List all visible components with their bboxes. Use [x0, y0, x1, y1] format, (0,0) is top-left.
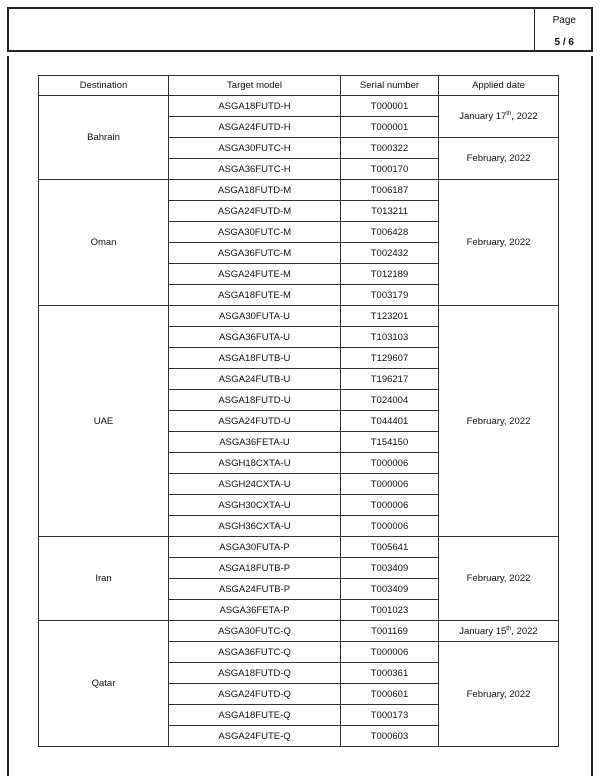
- serial-cell: T123201: [341, 306, 439, 327]
- destination-cell: Oman: [39, 180, 169, 306]
- model-cell: ASGA36FUTC-Q: [169, 642, 341, 663]
- model-cell: ASGA24FUTE-Q: [169, 726, 341, 747]
- model-cell: ASGA30FUTA-U: [169, 306, 341, 327]
- serial-cell: T003409: [341, 558, 439, 579]
- model-cell: ASGA36FUTC-M: [169, 243, 341, 264]
- model-cell: ASGA36FUTA-U: [169, 327, 341, 348]
- serial-cell: T044401: [341, 411, 439, 432]
- serial-cell: T006187: [341, 180, 439, 201]
- page-number-cell: [534, 9, 591, 50]
- date-text: February, 2022: [466, 153, 531, 164]
- model-cell: ASGA36FUTC-H: [169, 159, 341, 180]
- date-ordinal: th: [506, 111, 512, 117]
- model-cell: ASGH18CXTA-U: [169, 453, 341, 474]
- applied-date-cell: [439, 180, 559, 306]
- serial-cell: T012189: [341, 264, 439, 285]
- serial-cell: T000006: [341, 453, 439, 474]
- header-applied-date: Applied date: [439, 76, 559, 96]
- date-text: January 17: [459, 111, 507, 122]
- serial-cell: T000603: [341, 726, 439, 747]
- model-cell: ASGA30FUTC-H: [169, 138, 341, 159]
- model-cell: ASGA30FUTA-P: [169, 537, 341, 558]
- applied-date-cell: [439, 642, 559, 747]
- table-row: [39, 621, 559, 642]
- model-cell: ASGH30CXTA-U: [169, 495, 341, 516]
- destination-cell: Qatar: [39, 621, 169, 747]
- model-cell: ASGA24FUTB-U: [169, 369, 341, 390]
- serial-cell: T001169: [341, 621, 439, 642]
- applied-date-cell: [439, 138, 559, 180]
- table-row: [39, 306, 559, 327]
- serial-cell: T003409: [341, 579, 439, 600]
- serial-cell: T002432: [341, 243, 439, 264]
- serial-cell: T001023: [341, 600, 439, 621]
- serial-cell: T000006: [341, 495, 439, 516]
- model-cell: ASGA18FUTD-U: [169, 390, 341, 411]
- applied-date-cell: [439, 621, 559, 642]
- model-cell: ASGA18FUTB-P: [169, 558, 341, 579]
- date-year: , 2022: [511, 111, 538, 122]
- table-row: [39, 96, 559, 117]
- applied-date-cell: [439, 96, 559, 138]
- model-cell: ASGA18FUTD-M: [169, 180, 341, 201]
- serial-cell: T129607: [341, 348, 439, 369]
- serial-cell: T000001: [341, 96, 439, 117]
- date-text: January 15: [459, 625, 507, 637]
- model-cell: ASGA30FUTC-Q: [169, 621, 341, 642]
- serial-cell: T000170: [341, 159, 439, 180]
- date-year: , 2022: [511, 625, 538, 637]
- serial-cell: T000001: [341, 117, 439, 138]
- header-destination: Destination: [39, 76, 169, 96]
- model-cell: ASGA18FUTB-U: [169, 348, 341, 369]
- page-number: 5 / 6: [554, 37, 574, 48]
- model-cell: ASGA36FETA-U: [169, 432, 341, 453]
- serial-cell: T000322: [341, 138, 439, 159]
- date-text: February, 2022: [466, 688, 531, 700]
- model-cell: ASGA18FUTE-M: [169, 285, 341, 306]
- date-text: February, 2022: [466, 237, 531, 248]
- serial-cell: T154150: [341, 432, 439, 453]
- serial-cell: T000006: [341, 642, 439, 663]
- serial-cell: T003179: [341, 285, 439, 306]
- serial-cell: T000006: [341, 474, 439, 495]
- model-cell: ASGA24FUTD-H: [169, 117, 341, 138]
- model-cell: ASGA24FUTD-Q: [169, 684, 341, 705]
- date-ordinal: th: [506, 625, 512, 632]
- header-target-model: Target model: [169, 76, 341, 96]
- model-cell: ASGA24FUTB-P: [169, 579, 341, 600]
- date-text: February, 2022: [466, 573, 531, 584]
- destination-cell: Iran: [39, 537, 169, 621]
- serial-cell: T013211: [341, 201, 439, 222]
- model-cell: ASGH24CXTA-U: [169, 474, 341, 495]
- serial-cell: T000173: [341, 705, 439, 726]
- model-cell: ASGA24FUTD-M: [169, 201, 341, 222]
- model-cell: ASGA36FETA-P: [169, 600, 341, 621]
- table-body: [39, 96, 559, 747]
- serial-cell: T196217: [341, 369, 439, 390]
- table-row: [39, 180, 559, 201]
- model-cell: ASGA30FUTC-M: [169, 222, 341, 243]
- applied-date-cell: [439, 306, 559, 537]
- serial-cell: T000361: [341, 663, 439, 684]
- table-row: [39, 537, 559, 558]
- serial-cell: T024004: [341, 390, 439, 411]
- serial-cell: T006428: [341, 222, 439, 243]
- model-cell: ASGH36CXTA-U: [169, 516, 341, 537]
- model-cell: ASGA18FUTD-Q: [169, 663, 341, 684]
- page-header: [7, 7, 593, 52]
- serial-cell: T000601: [341, 684, 439, 705]
- serial-cell: T103103: [341, 327, 439, 348]
- serial-cell: T000006: [341, 516, 439, 537]
- serial-cell: T005641: [341, 537, 439, 558]
- model-cell: ASGA24FUTD-U: [169, 411, 341, 432]
- date-text: February, 2022: [466, 415, 531, 427]
- model-cell: ASGA18FUTD-H: [169, 96, 341, 117]
- model-cell: ASGA24FUTE-M: [169, 264, 341, 285]
- table-header-row: [39, 76, 559, 96]
- destination-cell: Bahrain: [39, 96, 169, 180]
- page-label: Page: [552, 15, 576, 26]
- applied-date-cell: [439, 537, 559, 621]
- serial-table: [38, 75, 559, 747]
- destination-cell: UAE: [39, 306, 169, 537]
- model-cell: ASGA18FUTE-Q: [169, 705, 341, 726]
- header-serial-number: Serial number: [341, 76, 439, 96]
